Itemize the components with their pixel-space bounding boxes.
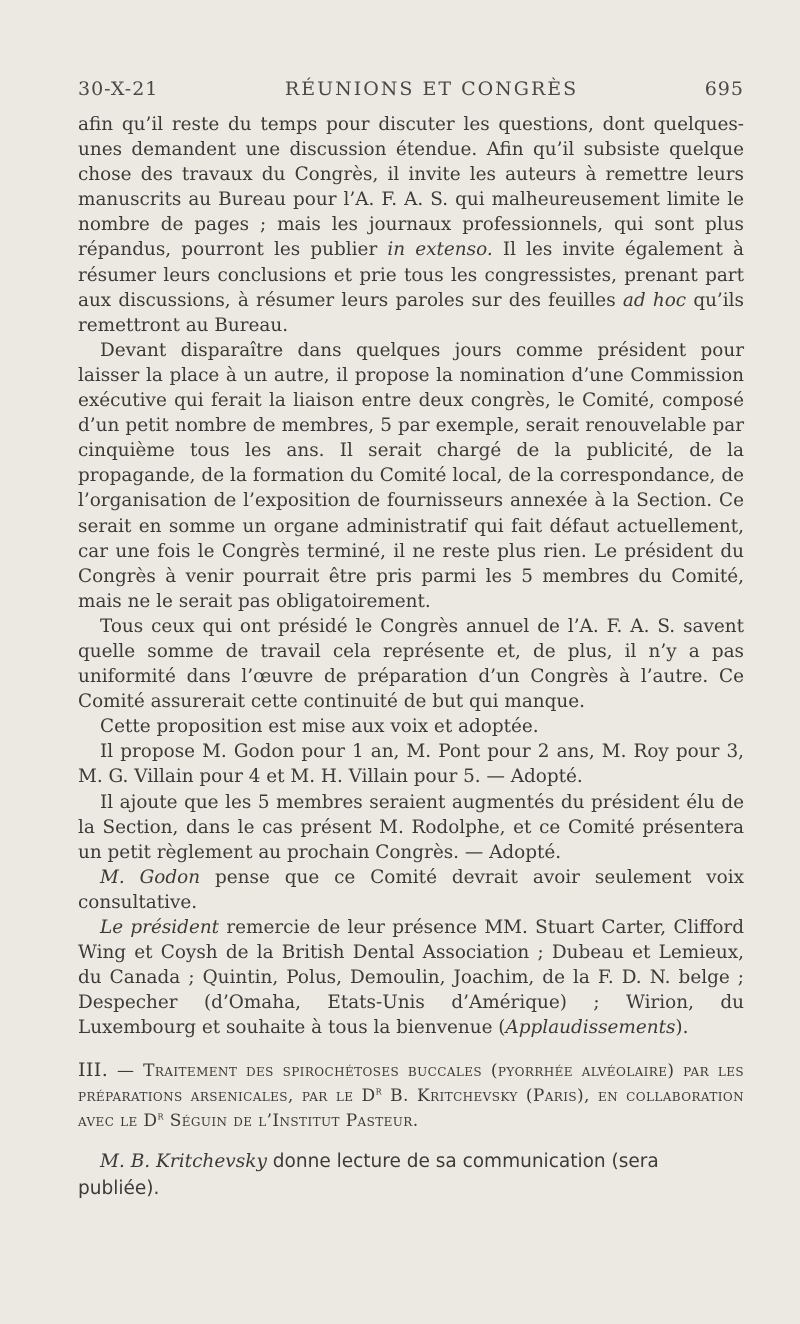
paragraph-1-end: qu’ils remettront au Bureau. [78, 289, 744, 336]
running-header [78, 78, 744, 100]
page [78, 78, 744, 1202]
paragraph-8 [78, 915, 744, 1040]
paragraph-8-end: ). [675, 1017, 689, 1039]
section-heading-b: B. Kritchevsky (Paris), en collaboration avec le D [78, 1086, 745, 1132]
paragraph-6: Il ajoute que les 5 membres seraient augmentés du président élu de la Section, dans le cas présent M. Rodolphe, et ce Comité présentera un petit règlement au prochain Congrès. — Adopté. [78, 791, 744, 863]
section-sup-2: r [157, 1109, 164, 1123]
paragraph-1-italic-2: ad hoc [622, 289, 687, 311]
header-date: 30-X-21 [78, 78, 159, 100]
section-heading [78, 1058, 744, 1134]
paragraph-7 [78, 865, 744, 915]
paragraph-4: Cette proposition est mise aux voix et adoptée. [100, 716, 539, 738]
final-speaker: M. B. Kritchevsky [100, 1151, 267, 1173]
paragraph-1-cont: Il les invite également à résumer leurs conclusions et prie tous les congressistes, prenant part aux discussions, à résumer leurs paroles sur des feuilles [78, 239, 744, 311]
final-paragraph [78, 1148, 744, 1202]
header-title: RÉUNIONS ET CONGRÈS [284, 78, 579, 100]
paragraph-1-italic: in extenso. [387, 239, 493, 261]
section-heading-c: Séguin de l’Institut Pasteur. [163, 1111, 419, 1132]
page-number: 695 [704, 78, 744, 100]
paragraph-5: Il propose M. Godon pour 1 an, M. Pont pour 2 ans, M. Roy pour 3, M. G. Villain pour 4 et M. H. Villain pour 5. — Adopté. [78, 741, 744, 788]
paragraph-1-text: afin qu’il reste du temps pour discuter les questions, dont quelques-unes demandent une discussion étendue. Afin qu’il subsiste quelque chose des travaux du Congrès, il invite les auteurs à remettre leurs manuscrits au Bureau pour l’A. F. A. S. qui malheureusement limite le nombre de pages ; mais les journaux professionnels, qui sont plus répandus, pourront les publier [78, 114, 744, 261]
section-numeral: III. [78, 1059, 109, 1082]
section-sup-1: r [375, 1084, 383, 1098]
paragraph-7-text: pense que ce Comité devrait avoir seulement voix consultative. [78, 866, 744, 913]
paragraph-1 [78, 112, 744, 338]
section-heading-a: — Traitement des spirochétoses buccales (pyorrhée alvéolaire) par les préparations arsenicales, par le D [78, 1061, 744, 1107]
final-text: donne lecture de sa communication (sera publiée). [78, 1151, 659, 1200]
paragraph-7-speaker: M. Godon [100, 866, 201, 888]
paragraph-8-speaker: Le président [100, 917, 220, 938]
paragraph-8-italic: Applaudissements [505, 1017, 676, 1039]
paragraph-2: Devant disparaître dans quelques jours comme président pour laisser la place à un autre, il propose la nomination d’une Commission exécutive qui ferait la liaison entre deux congrès, le Comité, composé d’un petit nombre de membres, 5 par exemple, serait renouvelable par cinquième tous les ans. Il serait chargé de la publicité, de la propagande, de la formation du Comité local, de la correspondance, de l’organisation de l’exposition de fournisseurs annexée à la Section. Ce serait en somme un organe administratif qui fait défaut actuellement, car une fois le Congrès terminé, il ne reste plus rien. Le président du Congrès à venir pourrait être pris parmi les 5 membres du Comité, mais ne le serait pas obligatoirement. [78, 339, 744, 612]
paragraph-3: Tous ceux qui ont présidé le Congrès annuel de l’A. F. A. S. savent quelle somme de travail cela représente et, de plus, il n’y a pas uniformité dans l’œuvre de préparation d’un Congrès à l’autre. Ce Comité assurerait cette continuité de but qui manque. [78, 615, 744, 713]
paragraph-8-text: remercie de leur présence MM. Stuart Carter, Clifford Wing et Coysh de la British Dental Association ; Dubeau et Lemieux, du Canada ; Quintin, Polus, Demoulin, Joachim, de la F. D. N. belge ; Despecher (d’Omaha, Etats-Unis d’Amérique) ; Wirion, du Luxembourg et souhaite à tous la bienvenue ( [78, 917, 744, 1039]
